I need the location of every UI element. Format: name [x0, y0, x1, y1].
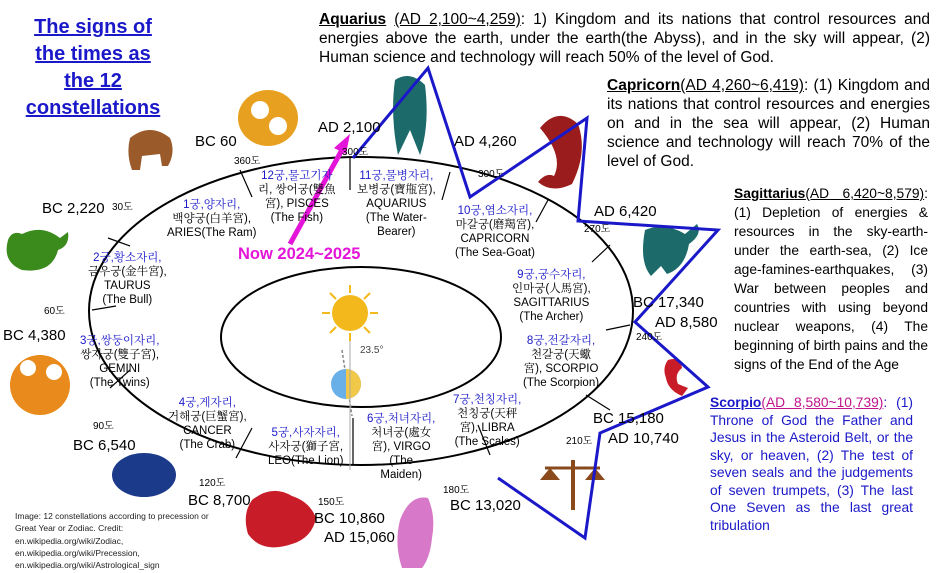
year-bc6540: BC 6,540 — [73, 437, 136, 454]
year-bc13020: BC 13,020 — [450, 497, 521, 514]
constellation-cancer: 4궁,게자리, 거해궁(巨蟹宮), CANCER (The Crab) — [168, 397, 247, 451]
year-bc15180: BC 15,180 — [593, 410, 664, 427]
constellation-aries: 1궁,양자리, 백양궁(白羊宮), ARIES(The Ram) — [167, 199, 257, 239]
degree-270: 270도 — [584, 224, 611, 235]
degree-120: 120도 — [199, 478, 226, 489]
degree-210: 210도 — [566, 436, 593, 447]
leo-symbol-icon — [246, 491, 316, 547]
page-title: The signs of the times as the 12 constellations — [25, 16, 161, 119]
gemini-symbol-icon — [10, 355, 70, 415]
degree-300-right: 300도 — [478, 169, 505, 180]
degree-360: 360도 — [234, 156, 261, 167]
year-bc10860: BC 10,860 — [314, 510, 385, 527]
sagittarius-symbol-icon — [643, 224, 699, 276]
inner-orbit-ellipse — [221, 267, 501, 407]
capricorn-text: : (1) Kingdom and its nations that control resources and energies on and in the sea will appear, (2) Human science and technology will reach 70% of the level of God. — [607, 77, 930, 170]
year-ad2100: AD 2,100 — [318, 119, 381, 136]
sagittarius-name: Sagittarius — [734, 186, 806, 201]
constellation-scorpio: 8궁,전갈자리, 천갈궁(天蠍 宮), SCORPIO (The Scorpion) — [523, 335, 600, 389]
year-bc8700: BC 8,700 — [188, 492, 251, 509]
year-ad10740: AD 10,740 — [608, 430, 679, 447]
image-credit: Image: 12 constellations according to precession or Great Year or Zodiac. Credit: en.wikipedia.org/wiki/Zodiac, en.wikipedia.org/wiki/Precession, en.wikipedia.org/wiki/Astrological_sign — [15, 511, 209, 571]
scorpio-text: : (1) Throne of God the Father and Jesus in the Asteroid Belt, or the sky, or heaven, (2) The test of seven seals and the judgements of seven trumpets, (3) The last One Seven as the last great tribulation — [710, 395, 913, 533]
scorpio-name: Scorpio — [710, 395, 762, 410]
constellation-aquarius: 11궁,물병자리, 보병궁(寶甁宮), AQUARIUS (The Water- Bearer) — [357, 170, 436, 238]
now-label: Now 2024~2025 — [238, 245, 361, 263]
pisces-symbol-icon — [238, 90, 298, 146]
degree-300-top: 300도 — [342, 147, 369, 158]
aquarius-text: : 1) Kingdom and its nations that control resources and energies above the earth, under the earth(the Abyss), and in the sky will appear, (2) Human science and technology will reach 50% of the level of God. — [319, 11, 931, 66]
capricorn-name: Capricorn — [607, 77, 681, 94]
constellation-libra: 7궁,천칭자리, 천칭궁(天秤 宮), LIBRA (The Scales) — [453, 394, 522, 448]
year-bc4380: BC 4,380 — [3, 327, 66, 344]
scorpio-range: (AD 8,580~10,739) — [761, 395, 884, 410]
constellation-capricorn: 10궁,염소자리, 마갈궁(磨羯宮), CAPRICORN (The Sea-Goat) — [455, 205, 535, 259]
axial-tilt-label: 23.5° — [360, 345, 384, 356]
virgo-symbol-icon — [397, 497, 433, 568]
aquarius-range: (AD 2,100~4,259) — [394, 11, 521, 28]
sun-icon — [322, 285, 378, 341]
degree-30: 30도 — [112, 202, 133, 213]
constellation-leo: 5궁,사자자리, 사자궁(獅子宮, LEO(The Lion) — [268, 427, 344, 467]
degree-150: 150도 — [318, 497, 345, 508]
aquarius-description — [319, 10, 930, 67]
degree-60: 60도 — [44, 306, 65, 317]
constellation-taurus: 2궁,황소자리, 금우궁(金牛宮), TAURUS (The Bull) — [88, 252, 167, 306]
degree-240: 240도 — [636, 332, 663, 343]
capricorn-range: (AD 4,260~6,419) — [680, 77, 804, 94]
aries-symbol-icon — [128, 130, 172, 170]
capricorn-description — [607, 76, 930, 171]
constellation-sagittarius: 9궁,궁수자리, 인마궁(人馬宮), SAGITTARIUS (The Archer) — [512, 269, 591, 323]
sagittarius-description — [734, 184, 928, 374]
sagittarius-range: (AD 6,420~8,579) — [805, 186, 925, 201]
year-ad15060: AD 15,060 — [324, 529, 395, 546]
constellation-gemini: 3궁,쌍둥이자리, 쌍자궁(雙子宮), GEMINI (The Twins) — [80, 335, 160, 389]
year-bc17340: BC 17,340 — [633, 294, 704, 311]
degree-90: 90도 — [93, 421, 114, 432]
degree-180: 180도 — [443, 485, 470, 496]
scorpio-description — [710, 394, 913, 534]
year-bc60: BC 60 — [195, 133, 237, 150]
year-ad4260: AD 4,260 — [454, 133, 517, 150]
constellation-virgo: 6궁,처녀자리, 처녀궁(處女 宮), VIRGO (The Maiden) — [367, 413, 436, 481]
constellation-pisces: 12궁,물고기자 리, 쌍어궁(雙魚 宮), PISCES (The Fish) — [258, 170, 336, 224]
year-ad6420: AD 6,420 — [594, 203, 657, 220]
year-bc2220: BC 2,220 — [42, 200, 105, 217]
year-ad8580: AD 8,580 — [655, 314, 718, 331]
aquarius-name: Aquarius — [319, 11, 387, 28]
sagittarius-text: : (1) Depletion of energies & resources in the sky-earth-under the earth-sea, (2) Ice age-famines-earthquakes, (3) War between peoples and countries with using beyond nuclear weapons, (4) The beginning of birth pains and the signs of the End of the Age — [734, 186, 928, 372]
cancer-symbol-icon — [112, 453, 176, 497]
taurus-symbol-icon — [7, 230, 69, 271]
